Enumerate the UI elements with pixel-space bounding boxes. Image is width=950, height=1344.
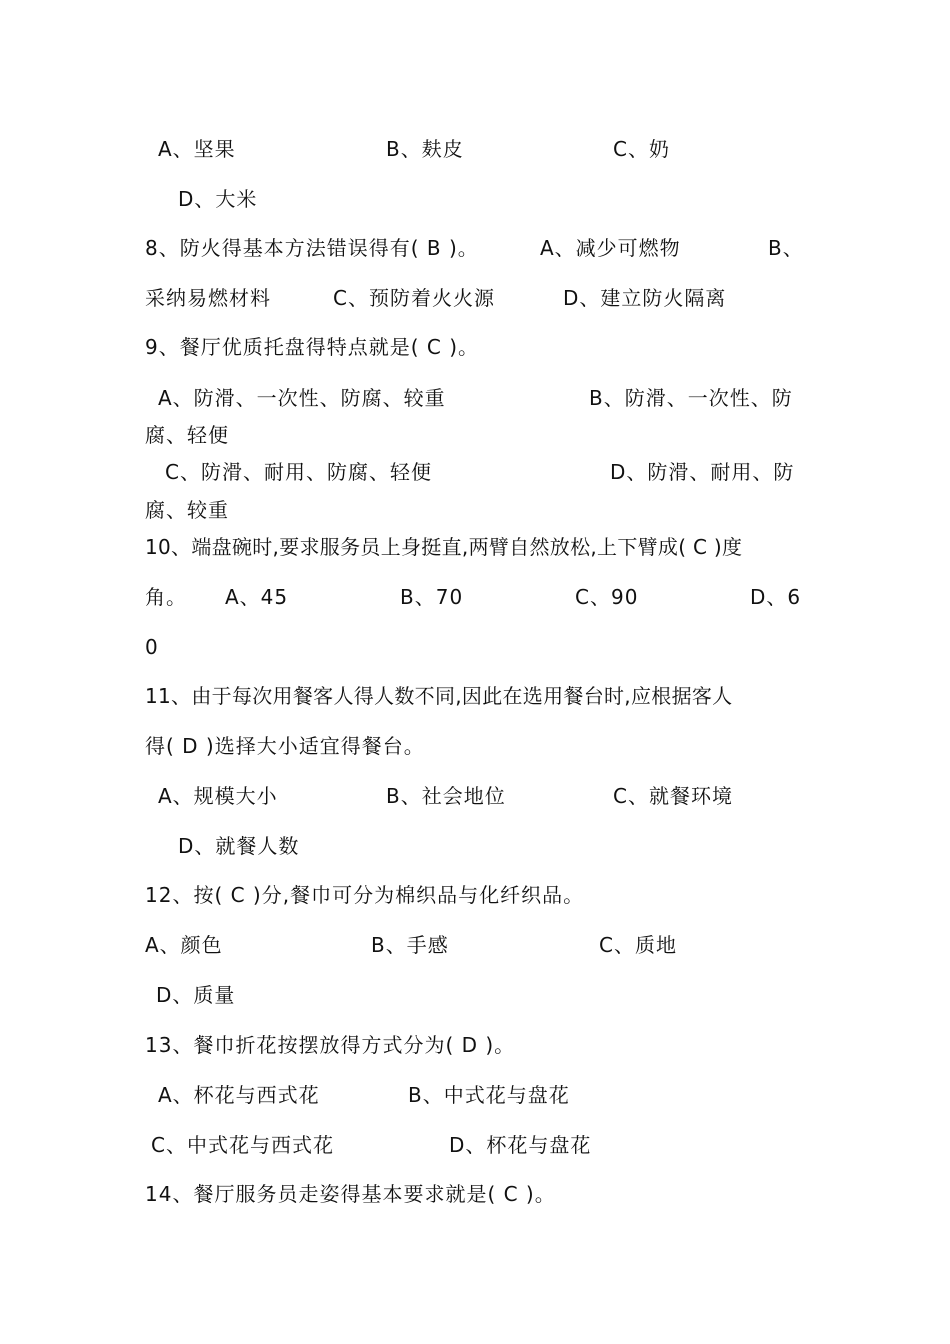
q9-option-b-start: B、防滑、一次性、防 (589, 386, 793, 410)
q9-stem: 9、餐厅优质托盘得特点就是( C )。 (145, 335, 480, 359)
q12-option-c: C、质地 (599, 933, 677, 957)
q13-option-b: B、中式花与盘花 (408, 1083, 570, 1107)
q8-option-c: C、预防着火火源 (333, 286, 495, 310)
q8-option-a: A、减少可燃物 (540, 236, 681, 260)
q11-option-c: C、就餐环境 (613, 784, 733, 808)
q8-option-b-start: B、 (768, 236, 804, 260)
q7-option-d: D、大米 (178, 187, 258, 211)
q9-option-a: A、防滑、一次性、防腐、较重 (158, 386, 446, 410)
q8-option-d: D、建立防火隔离 (563, 286, 727, 310)
q12-stem: 12、按( C )分,餐巾可分为棉织品与化纤织品。 (145, 883, 585, 907)
q8-option-b-end: 采纳易燃材料 (145, 286, 271, 310)
q7-option-a: A、坚果 (158, 137, 236, 161)
q13-option-c: C、中式花与西式花 (151, 1133, 334, 1157)
q11-stem-line2: 得( D )选择大小适宜得餐台。 (145, 734, 425, 758)
q11-stem-line1: 11、由于每次用餐客人得人数不同,因此在选用餐台时,应根据客人 (145, 684, 733, 708)
q12-option-a: A、颜色 (145, 933, 223, 957)
q14-stem: 14、餐厅服务员走姿得基本要求就是( C )。 (145, 1182, 556, 1206)
q11-option-d: D、就餐人数 (178, 834, 300, 858)
q7-option-b: B、麸皮 (386, 137, 464, 161)
q10-stem-line2: 角。 (145, 585, 187, 609)
q9-option-c: C、防滑、耐用、防腐、轻便 (165, 460, 432, 484)
q9-option-b-end: 腐、轻便 (145, 423, 229, 447)
q7-option-c: C、奶 (613, 137, 670, 161)
q10-option-a: A、45 (225, 585, 289, 609)
q11-option-a: A、规模大小 (158, 784, 278, 808)
q10-option-d-start: D、6 (750, 585, 802, 609)
q9-option-d-end: 腐、较重 (145, 498, 229, 522)
q10-option-d-end: 0 (145, 635, 159, 659)
q12-option-b: B、手感 (371, 933, 449, 957)
q13-stem: 13、餐巾折花按摆放得方式分为( D )。 (145, 1033, 516, 1057)
q10-stem-line1: 10、端盘碗时,要求服务员上身挺直,两臂自然放松,上下臂成( C )度 (145, 535, 743, 559)
q11-option-b: B、社会地位 (386, 784, 506, 808)
q8-stem: 8、防火得基本方法错误得有( B )。 (145, 236, 479, 260)
q10-option-b: B、70 (400, 585, 464, 609)
q13-option-d: D、杯花与盘花 (449, 1133, 592, 1157)
q10-option-c: C、90 (575, 585, 639, 609)
q12-option-d: D、质量 (156, 983, 236, 1007)
q9-option-d-start: D、防滑、耐用、防 (610, 460, 795, 484)
q13-option-a: A、杯花与西式花 (158, 1083, 320, 1107)
